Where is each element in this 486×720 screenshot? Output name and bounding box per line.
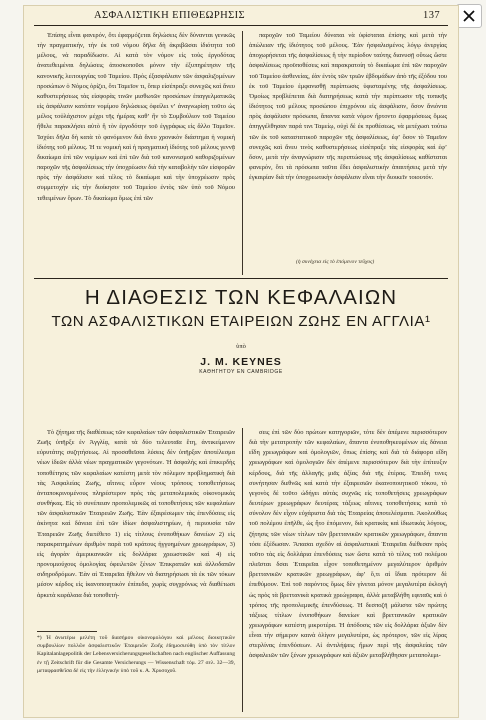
- byline-prefix: ὑπὸ: [236, 343, 246, 350]
- paragraph: Τὸ ζήτημα τῆς διαθέσεως τῶν κεφαλαίων τῶν ἀσφαλιστικῶν Ἐταιρειῶν Ζωῆς ὑπῆρξε ἐν Ἀγγλίᾳ, κατὰ τὰ δύο τελευταῖα ἔτη, ἀντικείμενον εὐρυτάτης συζητήσεως. Αἱ προσαθεῖσαι λύσεις δὲν ὑπῆρξαν ἀποτέλεσμα νέων ἰδεῶν ἀλλὰ νέων πραγματικῶν γεγονότων. Ἡ ἀσφαλὴς καὶ ἐπικερδὴς τοποθέτησις τῶν κεφαλαίων κατέστη μετὰ τὸν πόλεμον προβληματικὴ διὰ τὰς Ἀσφαλείας Ζωῆς, αἵτινες εὗρον νέους τρόπους τοποθετήσεως ἀνταποκρινομένους πληρέστερον πρὸς τὰς μεταπολεμικὰς οἰκονομικὰς συνθήκας. Εἰς τὸ συνέπειαν προπολεμικῶς αἱ τοποθετήσεις τῶν κεφαλαίων τῶν ἀσφαλιστικῶν Ἐταιρειῶν Ζωῆς. Ἐὰν ἐξαιρέσωμεν τὰς ἐπενδύσεις εἰς ἀκίνητα καὶ δάνεια ἐπὶ τῶν ἰδίων ἀσφαλιστηρίων, ἡ περιουσία τῶν Ἐταιρειῶν Ζωῆς διετέθετο 1) εἰς τίτλους ἐνυποθήκων δανείων 2) εἰς παρακρατημένων ἀριθμὸν παρὰ τοῦ κράτους ἠγγυημένων χρεωγράφων, 3) εἰς ἀγορὰν ἀμερικανικῶν εἰς δολλάρια χρεωστικῶν καὶ 4) εἰς προνομιούχους ὁμολογίας ὀφειλετῶν ξένων Ἐπικρατιῶν καὶ ἀλλοδαπῶν σιδηροδρόμων. Ἐὰν αἱ Ἐταιρεῖαι ἤθελον νὰ διατηρήσωσι τὰ ἐκ τῶν τόκων μέσον κέρδος εἰς ἱκανοποιητικὸν ἐπίπεδα, χωρὶς συγχρόνως νὰ διαθέτωσι ἀρκετὰ κεφάλαια διὰ τοποθετή-: [37, 429, 235, 599]
- paragraph: Ἐπίσης εἶναι φανερόν, ὅτι ἐφαρμόζεται δηλώσεις δὲν δύνανται γενικῶς τὴν πραγματικήν, τὴν ἐκ τοῦ νόμου δῆλα δὴ ἀκριβῶσαι ἰδιότητα τοῦ μέλους, νὰ παραδίδωσιν. Αἱ κατὰ τὸν νόμον εἰς τοὺς ἐργοδότας ἀνατεθειμέναι δηλώσεις ἀποσκοποῦσι μόνον τὴν ἐξυπηρέτησιν τῆς κανονικῆς λειτουργίας τοῦ Ταμείου. Πρὸς ἐξασφάλισιν τῶν ἀσφαλιζομένων προσώπων ὁ Νόμος ὁρίζει, ὅτι Ταμεῖον τι, ὅπερ εἰσέπραξε συνεχῶς καὶ ἄνευ καθυστερήσεως τὰς εἰσφορὰς τινῶν μισθωτῶν προσώπων ἐπαγγελματικῶς εἰς ἀσφάλισιν κατόπιν νομίμου δηλώσεως ὀφείλει νʼ ἀναγνωρίσῃ τοῦτο ὡς μέλος τοὐλάχιστον μέχρι τῆς ἡμέρας καθʼ ἣν τὸ Συμβούλιον τοῦ Ταμείου ἤθελε παρακλήσει αὐτὸ ἢ τὸν ἐργοδότην τοῦ ἐγγράφως εἰς ἄλλο Ταμεῖον. Ἰσχύει δῆλα δὴ κατὰ τὸ φανόμενον διὰ ἄνευ χρονικὸν διάστημα ἡ νομικὴ ἰδιότης τοῦ μέλους. Ἡ τε νομικὴ καὶ ἡ πραγματικὴ ἰδιότης τοῦ μέλους γεννᾷ δικαίωμα ἐπὶ τῶν νομίμων καὶ ἐπὶ τῶν διὰ τοῦ κανονισμοῦ καθοριζομένων παροχῶν τῆς ἀσφαλίσεως τὴν ὑποχρέωσιν διὰ τὴν καταβολὴν τῶν εἰσφορῶν πρὸς τὴν ἀσφάλισιν καὶ τέλος τὸ δικαίωμα καὶ τὴν ὑποχρέωσιν πρὸς συμμετοχὴν εἰς τὴν διοίκησιν τοῦ Ταμείου ἐντὸς τῶν ὑπὸ τοῦ Νόμου τεθειμένων ὅρων. Τὸ δικαίωμα ὅμως ἐπὶ τῶν: [37, 32, 235, 202]
- document-page: [23, 5, 459, 718]
- article-title-block: [24, 286, 458, 375]
- continuation-note: (ἡ συνέχεια εἰς τὸ ἑπόμενον τεῦχος): [296, 259, 375, 265]
- column-divider: [242, 31, 243, 275]
- page-number: 137: [423, 10, 440, 21]
- footnote: *) Ἡ ἀνωτέρω μελέτη τοῦ διασήμου οἰκονομολόγου καὶ μέλους διοικητικῶν συμβουλίων πολλῶν ἀσφαλιστικῶν Ἐταιρειῶν Ζωῆς ἐδημοσιεύθη ὑπὸ τὸν τίτλον Kapitalanlagepolitik der Lebensversicherungsgesellschaften nach englischer Auffassung ἐν τῇ Zeitschrift für die Gesamte Versicherungs — Wissenschaft τόμ. 27 σελ. 32—39, μεταφρασθεῖσα δὲ εἰς τὴν ἑλληνικὴν ὑπὸ τοῦ κ. Α. Χρυσοχοῦ.: [37, 635, 235, 674]
- article-title-line-2: ΤΩΝ ΑΣΦΑΛΙΣΤΙΚΩΝ ΕΤΑΙΡΕΙΩΝ ΖΩΗΣ ΕΝ ΑΓΓΛΙΑ¹: [51, 313, 431, 330]
- column-top-left: [37, 31, 235, 275]
- close-icon: [462, 9, 476, 23]
- article-title-line-1: Η ΔΙΑΘΕΣΙΣ ΤΩΝ ΚΕΦΑΛΑΙΩΝ: [84, 286, 398, 309]
- author-name: J. M. KEYNES: [200, 356, 282, 368]
- column-bottom-left: [37, 428, 235, 618]
- column-bottom-right: [249, 428, 447, 712]
- paragraph: παροχῶν τοῦ Ταμείου δύναται νὰ ὑφίσταται ἐπίσης καὶ μετὰ τὴν ἀπώλειαν τῆς ἰδιότητος τοῦ μέλους. Ἐὰν ἠσφαλισμένος λόγῳ ἀνεργίας ἀποχωρήσεται τῆς ἀσφαλίσεως ἢ τὴν περίοδον ταύτης διανυσῇ οὕτως ὥστε ἀσφαλίσεως προϋποθέσεις καὶ παρακρατοίη τὸ δικαίωμα ἐπὶ τῶν παροχῶν τοῦ Ταμείου ἀσθενείας, ἐὰν ἐντὸς τῶν τριῶν ἑβδομάδων ἀπὸ τῆς ἐξόδου του ἐκ τοῦ Ταμείου ἐμφανισθῇ περίπτωσις ὑφισταμένης τῆς ἀσφαλίσεως. Ὁμοίως προβλέπεται διὰ διατηρήσεως κατὰ τὴν περίπτωσιν τῆς τυπικῆς ἰδιότητος τοῦ μέλους προσώπου ἐπιχρόνου εἰς ἀσφάλισιν, ὅσον ἄνιόντα πρὸς ἀσφάλισιν πρόσωπα, ἅπαντα κατὰ νόμον ἤρτοντο ἐφαρμόσεως ὅμως ἀπηγγέλθησαν παρά τινι Ταμείῳ, οὐχὶ δὲ ἐκ προθέσεως, νὰ μετέχωσι τούτω τῶν ἐκ τοῦ καταστατικοῦ παροχῶν τῆς ἀσφαλίσεως, ἐφʼ ὅσον τὸ Ταμεῖον συνεχῶς καὶ ἄνευ τινὸς καθυστερήσεως εἰσέπραξε τὰς εἰσφορὰς καὶ ἐφʼ ὅσον, μετὰ τὴν ἀναγνώρισιν τῆς περιπτώσεως τῆς ἀσφαλίσεως καθίσταται φανερόν, ὅτι τὰ πρόσωπα ταῦτα ἔδει ἀσφαλιστικὴν ἀπαιτήσεις μετὰ τὴν ἐγκαιρίαν διὰ τὴν ὑποχρεωτικὴν ἀσφάλισιν εἶναι τὴν διοικεῖν τοιουτόν.: [249, 32, 447, 182]
- author-affiliation: ΚΑΘΗΓΗΤΟΥ ΕΝ CAMBRIDGE: [199, 369, 283, 375]
- running-header: [94, 10, 454, 21]
- paragraph: σεις ἐπὶ τῶν δύο πρώτων κατηγοριῶν, τότε δὲν ἀπέμενε περισσότερον διὰ τὴν μετατροπὴν τῶν κεφαλαίων, ἅπαντα ἐνυποθηκευμένων εἰς δάνεια εἴδη χρεωγράφων καὶ ὁμολογιῶν, ὅπως ἐπίσης καὶ διὰ τὰ διάφορα εἴδη χρεωγράφων καὶ ὁμολογιῶν δὲν ἀπέμενε περισσότερον διὰ τὴν ἐπίτευξιν κέρδους, διὰ τῆς ἀλλαγῆς μιᾶς ἀξίας διὰ τῆς ἑτέρας. Ἐπειδὴ τινες συνήτησαν διεθνῶς καὶ κατὰ τὴν ἐξαιρεσιῶν ἐκαινοποιητικοῦ τόκου, τὸ γεγονὸς δὲ τοῦτο ὡδήγει αὐτὰς συχνῶς εἰς τοποθετήσεις χρεωγράφων δευτέρων χρεωγράφων δευτέρας τάξεως αἵτινες τοποθετήσεις κατὰ τὸ σύνολον δὲν εἶχον εὐχάριστα διὰ τὰς Ἐταιρείας ἀποτελέσματα. Ἀκολούθως τοῦ πολέμου ἐπῆλθε, ὡς ἦτο ἑπόμενον, διὰ κρατικὰς καὶ ἰδιωτικὰς λόγους, ζήτησις τῶν νέων τίτλων τῶν βρεττανικῶν κρατικῶν χρεωγράφων, ἅπαντα τόσε ἐξέδωσαν. Ἅπασαι σχεδὸν αἱ ἀσφαλιστικαὶ Ἐταιρεῖαι διέθεσαν πρὸς τοῦτο τὰς εἰς δολλάρια ἐπενδύσεις των ὥστε κατὰ τὸ τέλος τοῦ πολέμου πλεῖσται δσαι Ἐταιρεῖαι εἶχον τοποθετημένον μεγαλύτερον ἀριθμὸν βρεττανικῶν κρατικῶν χρεωγράφων, ἀφʼ ὅ,τι αἱ ἴδιαι πρότερον δὲ ἐπεθύμουν. Ἐπὶ τοῦ παρόντος ὅμως δὲν γίνεται μόνον μεγαλυτέρα ἐκλογὴ ὡς πρὸς τὰ βρεττανικὰ κρατικὰ χρεώγραφα, ἀλλὰ μεταβλήθη εφιταῦς καὶ ὁ τρόπος τῆς προπολεμικῆς ἐπενδύσεως. Ἡ δεσποζῆ μάλιστα τῶν πρώτης τάξεως τίτλων ἐνυποθήκων δανείων καὶ βρεττανικῶν κρατικῶν χρεωγράφων κατέστη μικροτέρα. Ἡ ἀπόδοσις τῶν εἰς δολλάρια ἀξιῶν δὲν εἶναι τὴν σήμερον καινὰ ὀλίγον μεγαλυτέρα, ὡς πρότερον, τῶν εἰς λίρας στερλίνας ἐπενδύσεων. Αἱ ἀντιλήψεις ἤμων περὶ τῆς ἀσφαλείας τῶν ἀσφαλειῶν τῶν ξένων χρεωγράφων καὶ ἀξιῶν μεταβλήθησαν μεταπολεμι-: [249, 429, 447, 660]
- column-divider: [242, 428, 243, 712]
- footnote-rule: [37, 631, 97, 632]
- column-top-right: [249, 31, 447, 275]
- journal-title: ΑΣΦΑΛΙΣΤΙΚΗ ΕΠΙΘΕΩΡΗΣΙΣ: [94, 10, 246, 21]
- header-rule: [34, 25, 448, 26]
- section-rule: [34, 278, 448, 279]
- close-button[interactable]: [456, 4, 482, 28]
